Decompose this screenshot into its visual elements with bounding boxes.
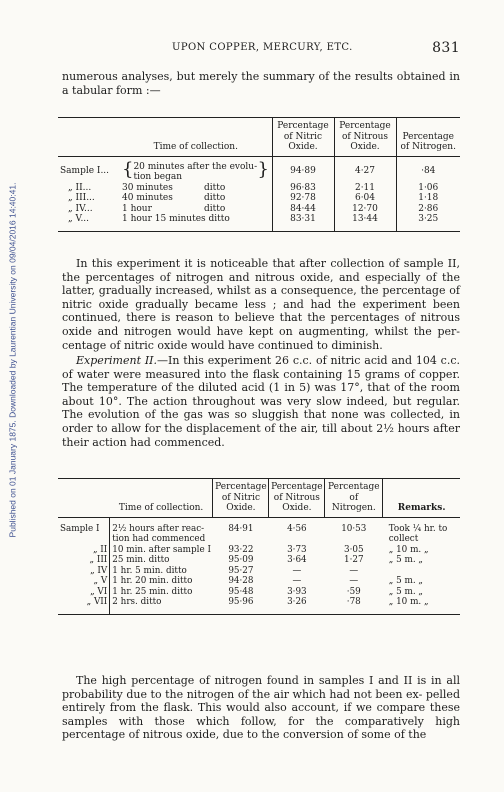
cell-nitric: 95·48 [228,586,254,597]
cell-nitrous: 3·26 [287,597,307,607]
cell-sample: „ II... [68,182,92,193]
table-row [58,576,460,587]
header-nitric: Percentage of Nitric Oxide. [272,118,334,157]
header-nitrous: Percentage of Nitrous Oxide. [334,118,396,157]
paragraph-discussion-text: In this experiment it is noticeable that after collection of sample II, the percentages of nitrogen and nitrous oxide, and especially of the latter, gradually increased, whilst as a consequence, the percentage of nitric oxide gradually became less ; and had the experiment been continued, there is reason to believe that the percentages of nitrous oxide and nitrogen would have kept on augmenting, whilst the per- centage of nitric oxide would have continued to diminish. [62,257,460,352]
cell-remarks [383,566,460,577]
results-table-experiment-2 [58,478,460,615]
cell-remarks: „ 5 m. „ [388,576,423,586]
header-blank [58,118,120,157]
cell-nitrogen: 1·27 [343,555,364,565]
experiment-title: Experiment II. [76,354,158,367]
cell-sample: „ III [89,555,108,565]
cell-time-text: 40 minutes [122,193,173,203]
cell-sample: „ VII [86,597,108,607]
cell-time: 1 hr. 20 min. ditto [110,576,213,587]
paragraph-experiment-2-text: —In this experiment 26 c.c. of nitric acid and 104 c.c. of water were measured into the flask containing 15 grams of copper. The temperature of the diluted acid (1 in 5) was 17°, that of the room about 10°. The action throughout was very slow indeed, but regular. The evolution of the gas was so sluggish that none was collected, in order to allow for the displacement of the air, till about 2½ hours after their action had commenced. [62,354,460,449]
cell-nitrous: 6·04 [334,193,396,204]
cell-nitrogen: 3·05 [343,544,364,555]
header-nitrogen: Percentage of Nitrogen. [396,118,460,157]
cell-nitric: 94·89 [272,156,334,183]
cell-time [120,156,272,183]
cell-time: 2 hrs. ditto [110,597,213,614]
table-row [58,204,460,215]
cell-sample: „ IV [90,565,108,576]
cell-sample: „ IV... [68,203,93,214]
cell-sample: „ III... [68,193,95,203]
table-header-row [58,479,460,518]
cell-time-text: 20 minutes after the evolu- tion began [133,161,258,182]
cell-remarks: Took ¼ hr. to collect [388,523,448,544]
cell-nitrogen: 1·18 [396,193,460,204]
cell-nitrogen: 3·25 [396,214,460,231]
cell-remarks: „ 10 m. „ [388,597,429,607]
table-header-row [58,118,460,157]
table-row [58,587,460,598]
cell-time [120,183,272,194]
cell-nitrogen: ·78 [346,597,361,607]
cell-nitric: 96·83 [272,183,334,194]
header-remarks: Remarks. [383,479,460,518]
cell-time: 25 min. ditto [110,555,213,566]
paragraph-conclusion-text: The high percentage of nitrogen found in samples I and II is in all probability due to the nitrogen of the air which had not been ex- pelled entirely from the flask. This would also account, if we compare these samples with those which follow, for the comparatively high percentage of nitrous oxide, due to the conversion of some of the [62,674,460,742]
cell-remarks: „ 5 m. „ [388,555,423,565]
cell-time-text: 30 minutes [122,182,173,193]
running-title: UPON COPPER, MERCURY, ETC. [172,42,353,53]
cell-time: 1 hr. 5 min. ditto [110,566,213,577]
cell-ditto: ditto [204,193,226,203]
cell-time: 1 hr. 25 min. ditto [110,587,213,598]
cell-nitrous: 3·73 [287,544,307,555]
cell-sample: „ V [93,576,108,586]
cell-nitrous: 3·64 [287,555,307,565]
cell-ditto: ditto [204,203,226,214]
table-row [58,517,460,545]
paragraph-intro: numerous analyses, but merely the summary of the results obtained in a tabular form :— [62,70,460,97]
cell-time [120,193,272,204]
cell-nitric: 84·91 [228,523,254,534]
table-row [58,545,460,556]
cell-nitrogen: — [349,576,359,586]
cell-sample: „ II [92,544,108,555]
table-row [58,156,460,183]
cell-nitrogen: ·84 [396,156,460,183]
cell-nitrous: — [292,576,302,586]
table-row [58,183,460,194]
cell-sample: Sample I... [60,165,110,176]
header-blank [58,479,110,518]
cell-nitrogen: ·59 [346,586,361,597]
right-brace: } [257,158,269,180]
download-watermark [0,40,24,680]
page-number: 831 [432,40,460,56]
cell-nitric: 84·44 [272,204,334,215]
cell-sample: „ V... [68,214,90,224]
cell-nitrogen: 1·06 [396,183,460,194]
cell-remarks: „ 5 m. „ [388,586,423,597]
table-row [58,193,460,204]
table-row [58,214,460,231]
header-nitrous: Percentage of Nitrous Oxide. [269,479,325,518]
page-header [62,40,460,56]
table-row [58,555,460,566]
cell-nitric: 93·22 [228,544,254,555]
header-nitrogen: Percentage of Nitrogen. [325,479,383,518]
cell-time [120,204,272,215]
cell-nitrous: 13·44 [334,214,396,231]
cell-nitrogen: — [349,565,359,576]
cell-nitrogen: 10·53 [341,523,367,534]
cell-ditto: ditto [204,182,226,193]
cell-nitrous: 2·11 [334,183,396,194]
cell-sample: „ VI [90,586,108,597]
paragraph-experiment-2 [62,354,460,449]
left-brace: { [122,158,134,180]
header-time: Time of collection. [118,503,204,513]
cell-nitrous: 4·27 [334,156,396,183]
results-table-experiment-1 [58,117,460,232]
cell-time-text: 1 hour [122,203,152,214]
header-time: Time of collection. [153,142,238,152]
cell-nitrous: 3·93 [287,586,307,597]
cell-nitrous: 12·70 [334,204,396,215]
cell-nitric: 95·96 [228,597,254,607]
cell-nitric: 94·28 [228,576,254,586]
cell-sample: Sample I [60,523,100,534]
table-row [58,566,460,577]
cell-time: 1 hour 15 minutes ditto [122,214,230,224]
cell-time: 10 min. after sample I [110,545,213,556]
cell-nitric: 83·31 [272,214,334,231]
cell-nitrous: — [292,565,302,576]
cell-nitrogen: 2·86 [396,204,460,215]
paragraph-conclusion [62,674,460,742]
download-watermark-text: Published on 01 January 1875. Downloaded by Laurentian University on 09/04/2016 14:40:41. [7,182,17,538]
cell-remarks: „ 10 m. „ [388,544,429,555]
cell-nitrous: 4·56 [287,523,307,534]
header-nitric: Percentage of Nitric Oxide. [213,479,269,518]
cell-nitric: 92·78 [272,193,334,204]
cell-time: 2½ hours after reac- tion had commenced [110,517,213,545]
cell-nitric: 95·27 [228,565,254,576]
cell-nitric: 95·09 [228,555,254,565]
table-row [58,597,460,614]
paragraph-discussion [62,257,460,352]
